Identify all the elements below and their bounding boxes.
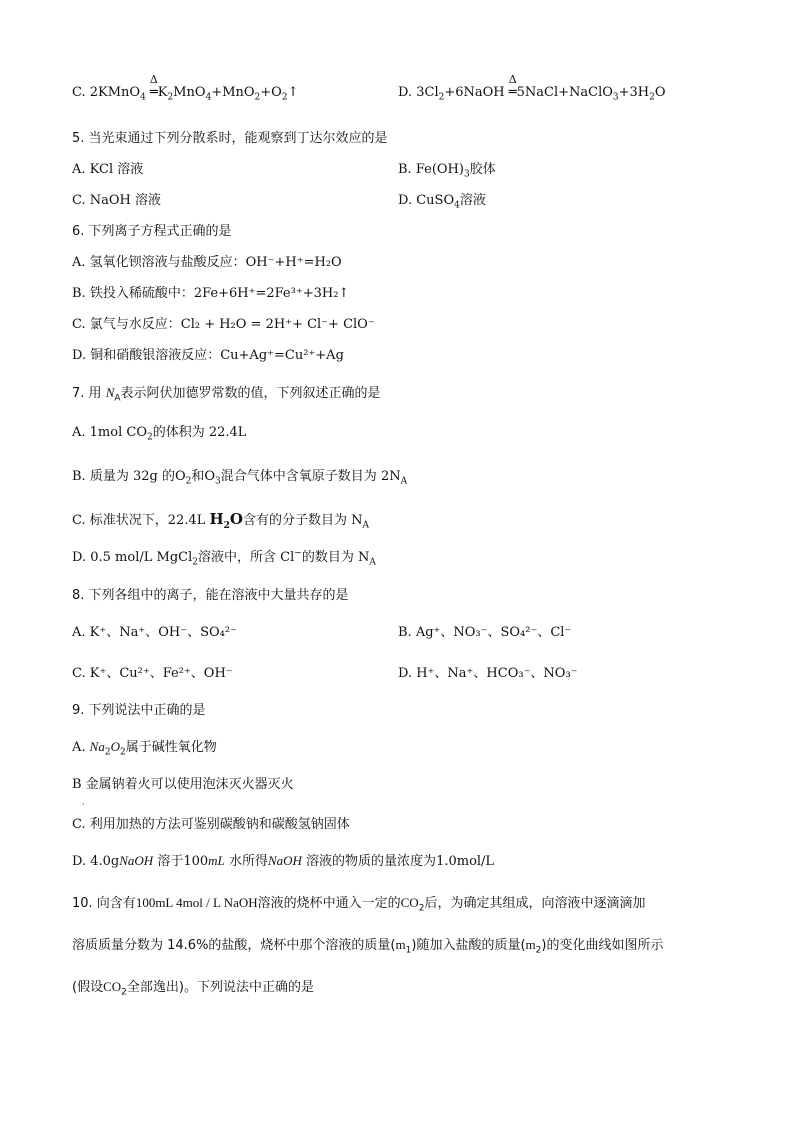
q7-option-a: A. 1mol $CO_2$的体积为 22.4L <box>72 425 247 443</box>
q5-option-c: C. NaOH 溶液 <box>72 193 162 208</box>
q10-line-2: 溶质质量分数为 14.6%的盐酸，烧杯中那个溶液的质量$(m_1)$随加入盐酸的质量$(m_2)$的变化曲线如图所示 <box>72 937 664 956</box>
q4-option-d: D. $3Cl_2+6NaOH$ Δ $═5NaCl+NaClO_3+3H_2O$ <box>398 73 666 103</box>
q6-option-a: A. 氢氧化钡溶液与盐酸反应：OH⁻+H⁺=H₂O <box>72 255 342 270</box>
q9-stem: 9. 下列说法中正确的是 <box>72 703 206 718</box>
q5-option-a: A. KCl 溶液 <box>72 162 144 177</box>
q5-stem: 5. 当光束通过下列分散系时，能观察到丁达尔效应的是 <box>72 131 388 146</box>
q7-option-b: B. 质量为 32g 的$O_2$和$O_3$混合气体中含氧原子数目为 $2N_A$ <box>72 469 408 487</box>
stray-dot: · <box>82 800 85 809</box>
q8-option-c: C. K⁺、Cu²⁺、Fe²⁺、OH⁻ <box>72 666 233 681</box>
q6-stem: 6. 下列离子方程式正确的是 <box>72 224 232 239</box>
q8-option-d: D. H⁺、Na⁺、HCO₃⁻、NO₃⁻ <box>398 666 578 681</box>
q7-stem: 7. 用 $N_A$表示阿伏加德罗常数的值，下列叙述正确的是 <box>72 385 381 404</box>
q9-option-c: C. 利用加热的方法可鉴别碳酸钠和碳酸氢钠固体 <box>72 817 350 832</box>
q6-option-c: C. 氯气与水反应：Cl₂ + H₂O = 2H⁺+ Cl⁻+ ClO⁻ <box>72 317 375 332</box>
q8-option-a: A. K⁺、Na⁺、OH⁻、SO₄²⁻ <box>72 625 237 640</box>
q8-option-b: B. Ag⁺、NO₃⁻、SO₄²⁻、Cl⁻ <box>398 625 572 640</box>
heat-condition: Δ ═ <box>508 73 517 100</box>
q9-option-d: D. 4.0gNaOH 溶于100mL 水所得NaOH 溶液的物质的量浓度为1.0mol/L <box>72 853 495 869</box>
q5-option-b: B. $Fe(OH)_3$胶体 <box>398 162 496 180</box>
q10-line-3: (假设$CO_2$全部逸出)。下列说法中正确的是 <box>72 979 314 998</box>
q7-option-c: C. 标准状况下，22.4L $H_2O$含有的分子数目为 $N_A$ <box>72 510 370 531</box>
q10-line-1: 10. 向含有100mL 4mol / L NaOH溶液的烧杯中通入一定的$CO_2$后，为确定其组成，向溶液中逐滴滴加 <box>72 895 646 914</box>
q9-option-a: A. $Na_2O_2$属于碱性氧化物 <box>72 739 217 758</box>
q6-option-d: D. 铜和硝酸银溶液反应：Cu+Ag⁺=Cu²⁺+Ag <box>72 348 344 363</box>
q7-option-d: D. 0.5 mol/L MgCl$_2$溶液中，所含 Cl−的数目为 $N_A$ <box>72 548 376 568</box>
q4-option-c: C. 2KMnO$_4$ Δ $═K_2MnO_4+MnO_2+O_2↑$ <box>72 73 299 103</box>
q9-option-b: B 金属钠着火可以使用泡沫灭火器灭火 <box>72 777 294 792</box>
q6-option-b: B. 铁投入稀硫酸中：2Fe+6H⁺=2Fe³⁺+3H₂↑ <box>72 286 350 301</box>
heat-condition: Δ ═ <box>149 73 158 100</box>
q8-stem: 8. 下列各组中的离子，能在溶液中大量共存的是 <box>72 588 349 603</box>
q5-option-d: D. CuSO$_4$溶液 <box>398 193 486 211</box>
